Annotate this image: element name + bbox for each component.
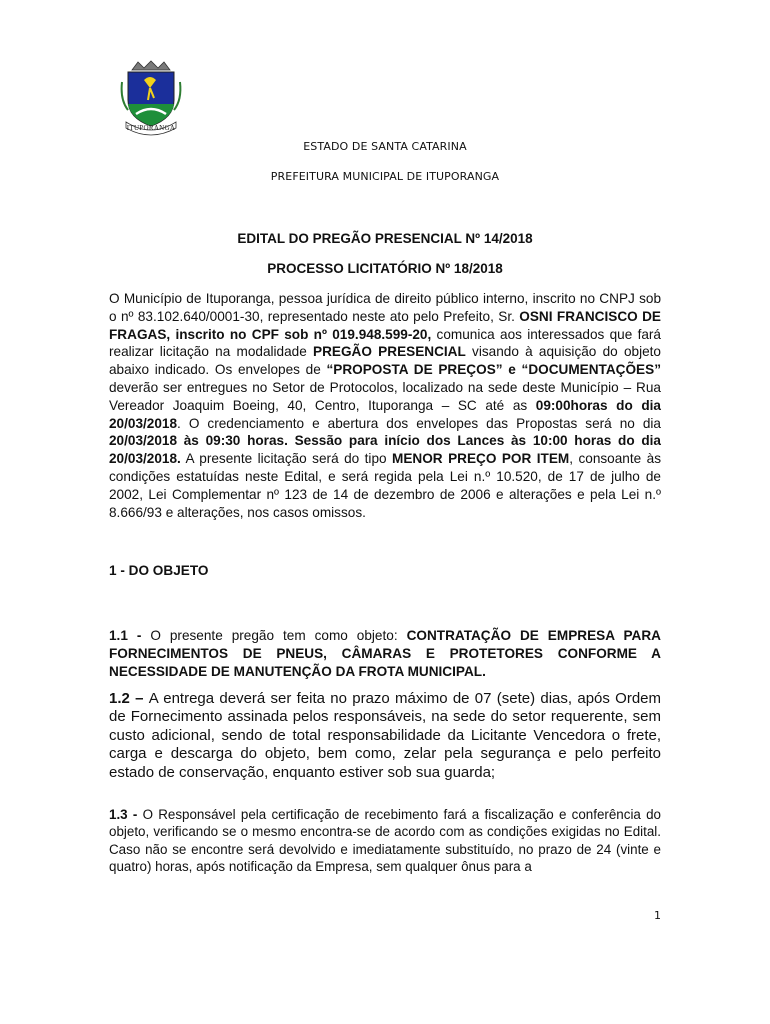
clause-1-3: 1.3 - O Responsável pela certificação de recebimento fará a fiscalização e conferência do objeto, verificando se o mesmo encontra-se de acordo com as condições exigidas no Edital. Caso não se encontre será devolvido e imediatamente substituído, no prazo de 24 (vinte e quatro) horas, após notificação da Empresa, sem qualquer ônus para a — [109, 807, 661, 875]
clause-1-1: 1.1 - O presente pregão tem como objeto: CONTRATAÇÃO DE EMPRESA PARA FORNECIMENTOS DE PNEUS, CÂMARAS E PROTETORES CONFORME A NECESSIDADE DE MANUTENÇÃO DA FROTA MUNICIPAL. — [109, 628, 661, 679]
state-heading: ESTADO DE SANTA CATARINA — [303, 140, 467, 153]
page-number: 1 — [654, 909, 661, 922]
edital-title: EDITAL DO PREGÃO PRESENCIAL Nº 14/2018 — [237, 231, 533, 246]
section-heading-objeto: 1 - DO OBJETO — [109, 563, 209, 578]
processo-title: PROCESSO LICITATÓRIO Nº 18/2018 — [267, 261, 503, 276]
clause-1-2: 1.2 – A entrega deverá ser feita no prazo máximo de 07 (sete) dias, após Ordem de Fornecimento assinada pelos responsáveis, na sede do setor requerente, sem custo adicional, sendo de total responsabilidade da Licitante Vencedora o frete, carga e descarga do objeto, bem como, zelar pela segurança e pelo perfeito estado de conservação, enquanto estiver sob sua guarda; — [109, 690, 662, 781]
intro-paragraph: O Município de Ituporanga, pessoa jurídica de direito público interno, inscrito no CNPJ sob o nº 83.102.640/0001-30, representado neste ato pelo Prefeito, Sr. OSNI FRANCISCO DE FRAGAS, inscrito no CPF sob nº 019.948.599-20, comunica aos interessados que fará realizar licitação na modalidade PREGÃO PRESENCIAL visando à aquisição do objeto abaixo indicado. Os envelopes de “PROPOSTA DE PREÇOS” e “DOCUMENTAÇÕES” deverão ser entregues no Setor de Protocolos, localizado na sede deste Município – Rua Vereador Joaquim Boeing, 40, Centro, Ituporanga – SC até as 09:00horas do dia 20/03/2018. O credenciamento e abertura dos envelopes das Propostas será no dia 20/03/2018 às 09:30 horas. Sessão para início dos Lances às 10:00 horas do dia 20/03/2018. A presente licitação será do tipo MENOR PREÇO POR ITEM, consoante às condições estatuídas neste Edital, e será regida pela Lei n.º 10.520, de 17 de julho de 2002, Lei Complementar nº 123 de 14 de dezembro de 2006 e alterações e pela Lei n.º 8.666/93 e alterações, nos casos omissos. — [109, 291, 662, 520]
prefecture-heading: PREFEITURA MUNICIPAL DE ITUPORANGA — [270, 170, 500, 183]
crest-ribbon-text: ITUPORANGA — [126, 124, 176, 132]
